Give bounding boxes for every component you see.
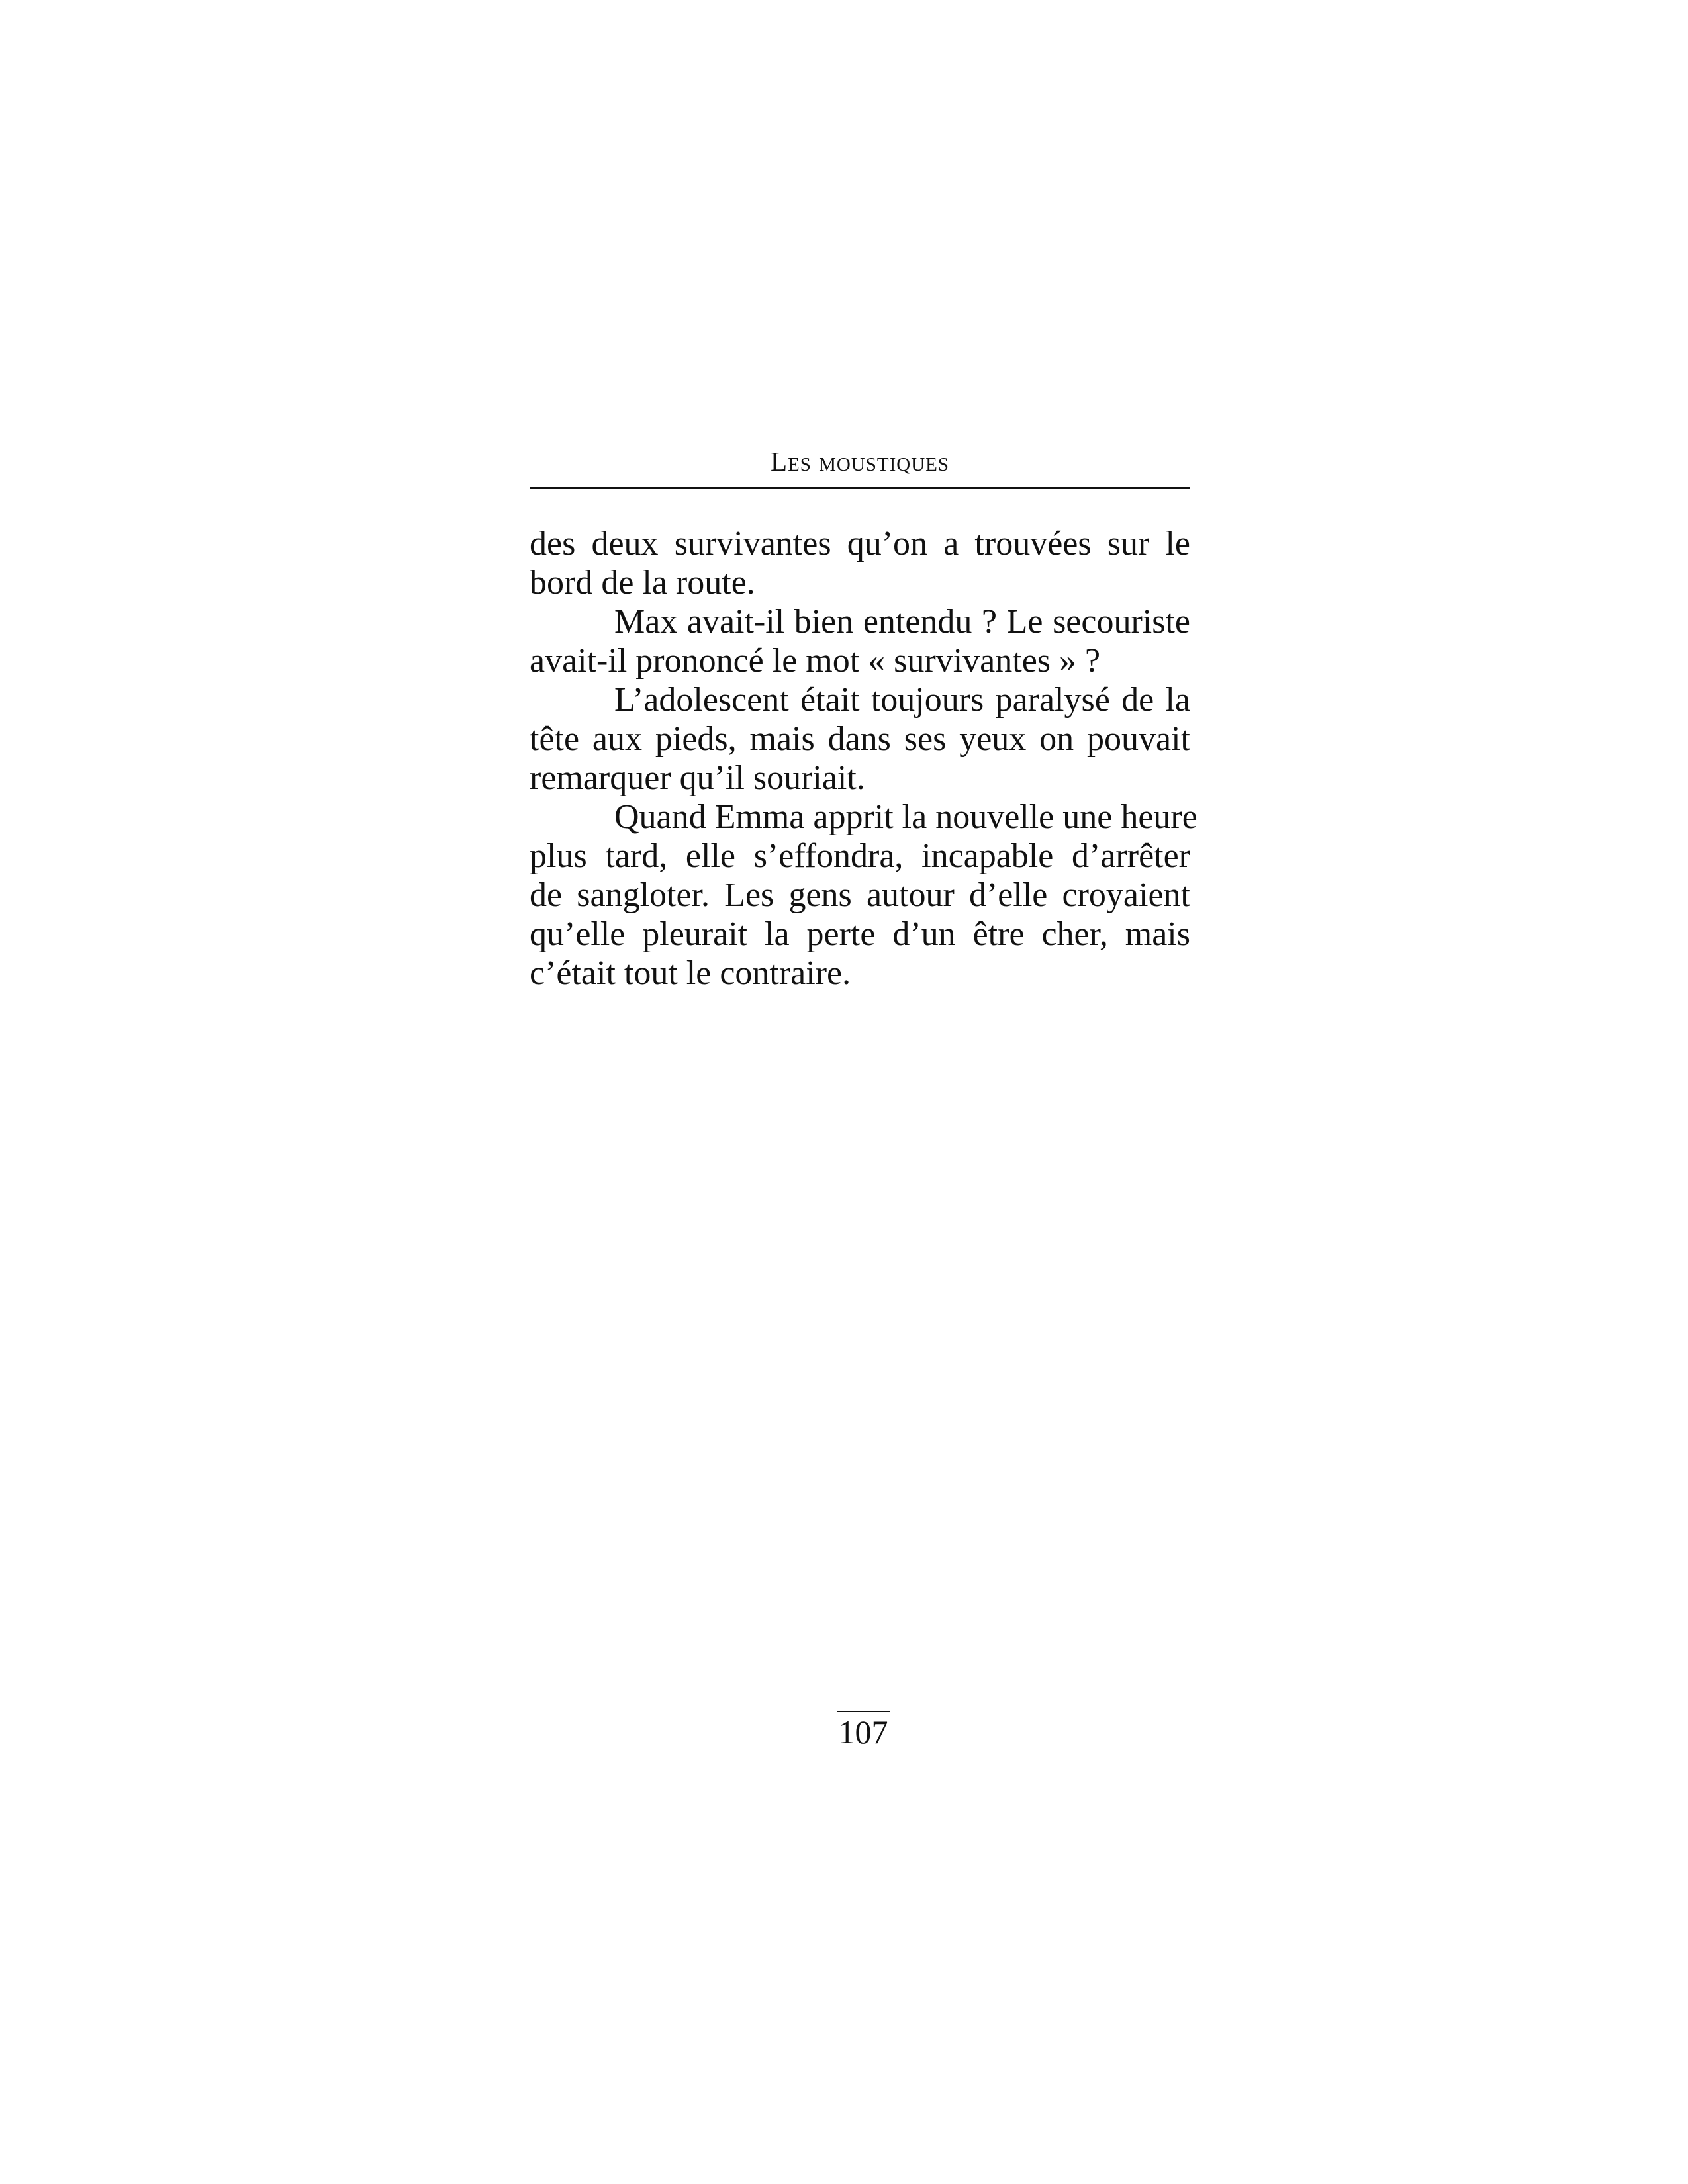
page-number: 107	[837, 1711, 890, 1751]
text-line: c’était tout le contraire.	[530, 954, 851, 992]
running-head-title: Les moustiques	[770, 446, 950, 477]
text-line: Quand Emma apprit la nouvelle une heure	[614, 798, 1197, 836]
text-line: avait-il prononcé le mot « survivantes » ?	[530, 642, 1101, 680]
body-text	[530, 524, 1197, 993]
running-head	[530, 445, 1190, 478]
text-line: de sangloter. Les gens autour d’elle croyaient	[530, 876, 1190, 914]
text-line: qu’elle pleurait la perte d’un être cher, mais	[530, 915, 1190, 953]
text-line: des deux survivantes qu’on a trouvées sur le	[530, 525, 1190, 563]
text-line: Max avait-il bien entendu ? Le secouriste	[614, 603, 1190, 641]
text-line: L’adolescent était toujours paralysé de la	[614, 681, 1190, 719]
text-line: remarquer qu’il souriait.	[530, 759, 865, 797]
text-line: tête aux pieds, mais dans ses yeux on pouvait	[530, 720, 1190, 758]
text-line: plus tard, elle s’effondra, incapable d’arrêter	[530, 837, 1190, 875]
header-rule	[530, 487, 1190, 489]
text-line: bord de la route.	[530, 564, 755, 602]
